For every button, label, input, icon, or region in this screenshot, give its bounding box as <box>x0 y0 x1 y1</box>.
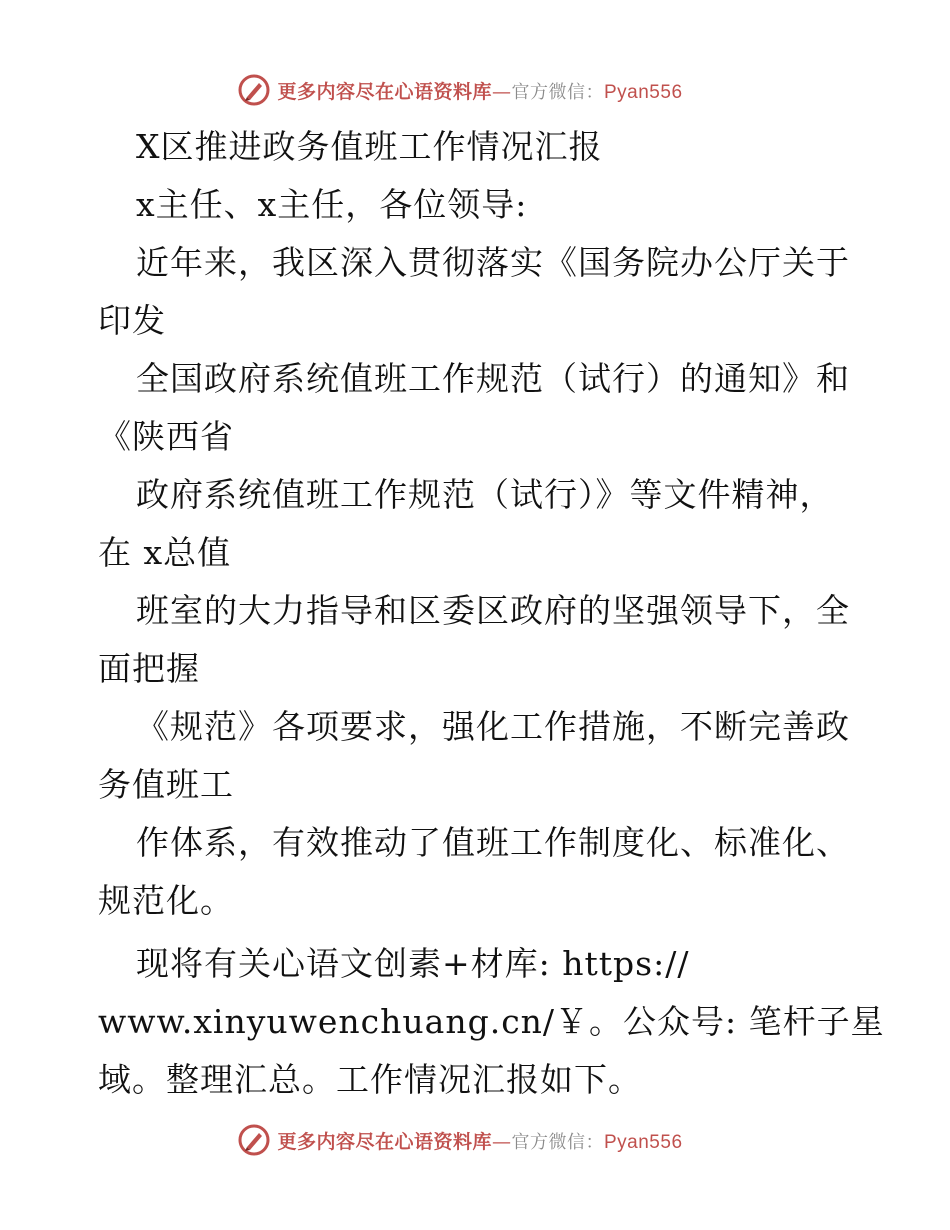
paragraph-line: 《陕西省 <box>98 417 234 456</box>
paragraph-line: 规范化。 <box>98 881 234 920</box>
paragraph-line: 面把握 <box>98 649 200 688</box>
paragraph-line: 《规范》各项要求，强化工作措施，不断完善政 <box>136 707 850 746</box>
paragraph-line: 在 x总值 <box>98 533 232 572</box>
paragraph-line: www.xinyuwenchuang.cn/￥。公众号: 笔杆子星 <box>98 1002 885 1041</box>
watermark-wechat-id: Pyan556 <box>604 1131 683 1153</box>
pen-logo-icon <box>237 1123 271 1157</box>
paragraph-line: 印发 <box>98 301 166 340</box>
paragraph-line: 现将有关心语文创素+材库: https:// <box>136 944 690 983</box>
watermark-brand: 更多内容尽在心语资料库 <box>277 80 492 103</box>
watermark-official-label: 官方微信： <box>511 1131 604 1153</box>
paragraph-line: 务值班工 <box>98 765 234 804</box>
paragraph-line: 全国政府系统值班工作规范（试行）的通知》和 <box>136 359 850 398</box>
watermark-separator: — <box>492 80 512 103</box>
pen-logo-icon <box>237 73 271 107</box>
paragraph-line: 域。整理汇总。工作情况汇报如下。 <box>98 1060 642 1099</box>
watermark-brand: 更多内容尽在心语资料库 <box>277 1130 492 1153</box>
salutation: x主任、x主任，各位领导: <box>136 185 528 224</box>
paragraph-line: 班室的大力指导和区委区政府的坚强领导下，全 <box>136 591 850 630</box>
document-title: X区推进政务值班工作情况汇报 <box>136 127 603 166</box>
watermark-separator: — <box>492 1130 512 1153</box>
watermark-wechat-id: Pyan556 <box>604 81 683 103</box>
watermark-footer <box>0 1120 950 1160</box>
paragraph-line: 作体系，有效推动了值班工作制度化、标准化、 <box>136 823 850 862</box>
paragraph-line: 近年来，我区深入贯彻落实《国务院办公厅关于 <box>136 243 850 282</box>
watermark-official-label: 官方微信： <box>511 81 604 103</box>
watermark-header <box>0 70 950 110</box>
watermark-text <box>277 1127 682 1154</box>
watermark-text <box>277 77 682 104</box>
paragraph-line: 政府系统值班工作规范（试行）》等文件精神， <box>136 475 834 514</box>
